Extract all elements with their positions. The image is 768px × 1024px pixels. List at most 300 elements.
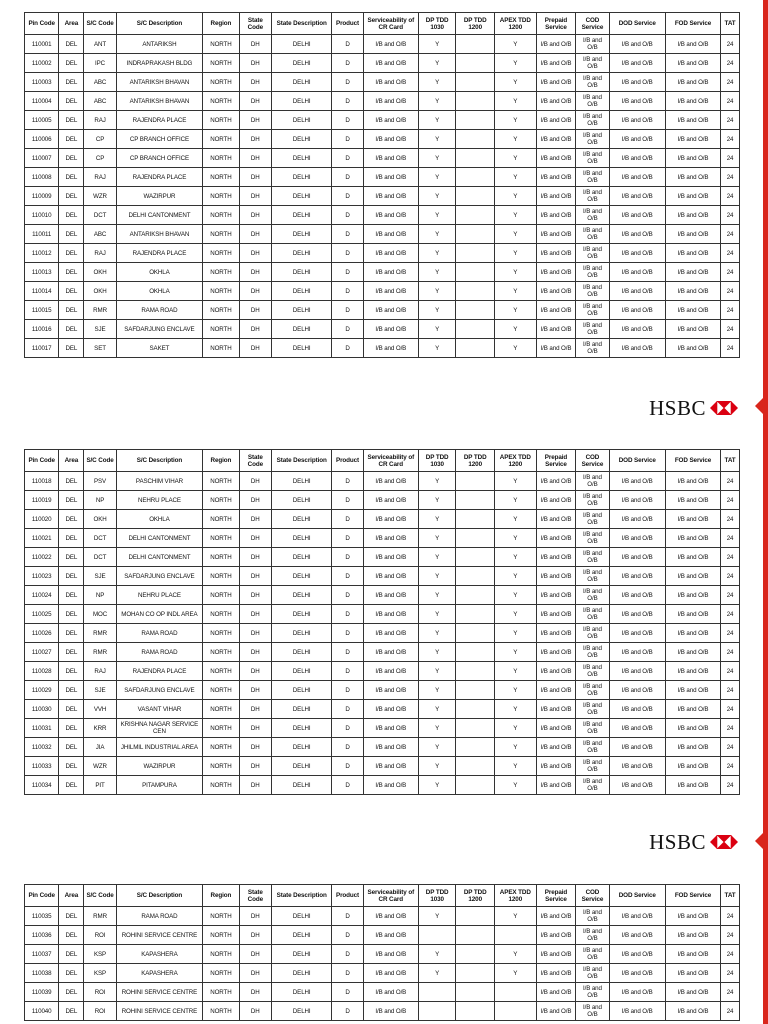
table-cell: I/B and O/B bbox=[576, 510, 609, 529]
table-cell: DEL bbox=[59, 624, 84, 643]
table-cell: I/B and O/B bbox=[536, 738, 576, 757]
table-cell: Y bbox=[418, 643, 456, 662]
table-cell: DEL bbox=[59, 491, 84, 510]
table-cell: DEL bbox=[59, 92, 84, 111]
table-cell bbox=[456, 130, 495, 149]
table-cell: MOHAN CO OP INDL AREA bbox=[116, 605, 203, 624]
table-cell: OKHLA bbox=[116, 263, 203, 282]
table-cell: DH bbox=[239, 54, 271, 73]
table-cell: D bbox=[332, 907, 363, 926]
table-cell: I/B and O/B bbox=[609, 92, 665, 111]
table-cell: D bbox=[332, 54, 363, 73]
table-cell: DELHI bbox=[271, 206, 331, 225]
table-cell: 110011 bbox=[25, 225, 59, 244]
table-cell: NORTH bbox=[203, 662, 239, 681]
table-cell: DEL bbox=[59, 263, 84, 282]
table-cell: DELHI bbox=[271, 964, 331, 983]
table-cell: I/B and O/B bbox=[576, 92, 609, 111]
table-cell: DEL bbox=[59, 244, 84, 263]
table-cell: RAJ bbox=[84, 662, 116, 681]
table-cell: DH bbox=[239, 738, 271, 757]
table-cell: NORTH bbox=[203, 926, 239, 945]
table-cell: 24 bbox=[721, 719, 740, 738]
table-cell: SAKET bbox=[116, 339, 203, 358]
table-cell: Y bbox=[418, 111, 456, 130]
table-cell: I/B and O/B bbox=[609, 907, 665, 926]
table-cell: WAZIRPUR bbox=[116, 187, 203, 206]
table-cell: NORTH bbox=[203, 738, 239, 757]
table-cell: Y bbox=[418, 206, 456, 225]
table-cell: DELHI bbox=[271, 926, 331, 945]
table-cell: I/B and O/B bbox=[363, 168, 418, 187]
table-cell: 110014 bbox=[25, 282, 59, 301]
table-cell: Y bbox=[418, 548, 456, 567]
table-cell: 110030 bbox=[25, 700, 59, 719]
table-cell: DELHI bbox=[271, 472, 331, 491]
table-cell bbox=[494, 1002, 536, 1021]
table-cell bbox=[456, 282, 495, 301]
table-cell: Y bbox=[418, 586, 456, 605]
table-cell: 24 bbox=[721, 586, 740, 605]
table-cell: Y bbox=[418, 263, 456, 282]
table-cell: NORTH bbox=[203, 907, 239, 926]
table-cell: Y bbox=[494, 320, 536, 339]
table-cell: Y bbox=[494, 111, 536, 130]
table-row bbox=[25, 964, 740, 983]
column-header: DP TDD 1030 bbox=[418, 13, 456, 35]
table-cell: I/B and O/B bbox=[609, 54, 665, 73]
table-row bbox=[25, 586, 740, 605]
table-cell: Y bbox=[494, 757, 536, 776]
column-header: Product bbox=[332, 450, 363, 472]
table-cell: Y bbox=[418, 35, 456, 54]
table-cell: D bbox=[332, 320, 363, 339]
table-cell: I/B and O/B bbox=[609, 757, 665, 776]
table-cell: I/B and O/B bbox=[536, 225, 576, 244]
table-cell: NORTH bbox=[203, 73, 239, 92]
table-cell: Y bbox=[494, 719, 536, 738]
column-header: TAT bbox=[721, 885, 740, 907]
table-cell: DH bbox=[239, 700, 271, 719]
table-cell bbox=[456, 624, 495, 643]
table-cell bbox=[456, 605, 495, 624]
table-cell: DEL bbox=[59, 776, 84, 795]
table-cell: I/B and O/B bbox=[576, 586, 609, 605]
table-cell: NORTH bbox=[203, 491, 239, 510]
table-cell: CP BRANCH OFFICE bbox=[116, 149, 203, 168]
table-cell: D bbox=[332, 662, 363, 681]
table-cell: I/B and O/B bbox=[536, 681, 576, 700]
table-cell: NORTH bbox=[203, 206, 239, 225]
table-cell: NORTH bbox=[203, 149, 239, 168]
table-cell: D bbox=[332, 529, 363, 548]
table-cell: I/B and O/B bbox=[576, 206, 609, 225]
table-cell: I/B and O/B bbox=[609, 472, 665, 491]
table-cell: I/B and O/B bbox=[576, 225, 609, 244]
service-table bbox=[24, 884, 740, 1021]
table-cell: DH bbox=[239, 776, 271, 795]
table-cell: 110029 bbox=[25, 681, 59, 700]
table-row bbox=[25, 719, 740, 738]
column-header: Pin Code bbox=[25, 885, 59, 907]
column-header: Serviceability of CR Card bbox=[363, 885, 418, 907]
table-cell: NORTH bbox=[203, 776, 239, 795]
column-header: Serviceability of CR Card bbox=[363, 13, 418, 35]
table-header-row bbox=[25, 13, 740, 35]
table-cell: Y bbox=[494, 586, 536, 605]
column-header: Product bbox=[332, 885, 363, 907]
table-cell: DEL bbox=[59, 339, 84, 358]
table-cell: Y bbox=[418, 964, 456, 983]
table-row bbox=[25, 945, 740, 964]
table-cell: 110001 bbox=[25, 35, 59, 54]
table-cell: DH bbox=[239, 206, 271, 225]
table-cell: KSP bbox=[84, 945, 116, 964]
table-cell: I/B and O/B bbox=[363, 983, 418, 1002]
table-cell: I/B and O/B bbox=[576, 187, 609, 206]
table-cell: I/B and O/B bbox=[363, 35, 418, 54]
table-cell: Y bbox=[418, 907, 456, 926]
table-cell: Y bbox=[418, 719, 456, 738]
table-cell: Y bbox=[418, 776, 456, 795]
table-cell: ABC bbox=[84, 73, 116, 92]
page-edge-notch bbox=[755, 832, 764, 850]
column-header: Serviceability of CR Card bbox=[363, 450, 418, 472]
table-cell bbox=[456, 681, 495, 700]
table-cell: 110007 bbox=[25, 149, 59, 168]
table-cell: I/B and O/B bbox=[576, 263, 609, 282]
table-cell: PIT bbox=[84, 776, 116, 795]
table-cell: DH bbox=[239, 983, 271, 1002]
table-cell bbox=[456, 339, 495, 358]
column-header: Area bbox=[59, 450, 84, 472]
table-cell: 110012 bbox=[25, 244, 59, 263]
table-cell: I/B and O/B bbox=[609, 187, 665, 206]
table-row bbox=[25, 73, 740, 92]
table-cell: 24 bbox=[721, 282, 740, 301]
table-cell: I/B and O/B bbox=[536, 1002, 576, 1021]
table-cell bbox=[456, 54, 495, 73]
table-cell: Y bbox=[494, 567, 536, 586]
table-cell: I/B and O/B bbox=[576, 605, 609, 624]
table-cell: Y bbox=[418, 624, 456, 643]
table-cell: I/B and O/B bbox=[363, 244, 418, 263]
table-cell: IPC bbox=[84, 54, 116, 73]
table-cell: DELHI bbox=[271, 510, 331, 529]
table-cell: I/B and O/B bbox=[609, 225, 665, 244]
table-cell: NORTH bbox=[203, 282, 239, 301]
hsbc-logo bbox=[642, 396, 738, 420]
table-cell: DEL bbox=[59, 130, 84, 149]
table-cell: I/B and O/B bbox=[609, 964, 665, 983]
column-header: Prepaid Service bbox=[536, 13, 576, 35]
table-cell: Y bbox=[494, 263, 536, 282]
table-cell: I/B and O/B bbox=[363, 206, 418, 225]
table-cell: Y bbox=[418, 529, 456, 548]
table-cell: I/B and O/B bbox=[609, 282, 665, 301]
table-cell: DH bbox=[239, 926, 271, 945]
table-cell bbox=[494, 926, 536, 945]
table-cell: DEL bbox=[59, 225, 84, 244]
table-cell: DEL bbox=[59, 757, 84, 776]
hsbc-hexagon-icon bbox=[710, 401, 738, 415]
table-cell: DELHI bbox=[271, 111, 331, 130]
table-cell: 110038 bbox=[25, 964, 59, 983]
table-cell: I/B and O/B bbox=[536, 168, 576, 187]
table-cell: DEL bbox=[59, 510, 84, 529]
column-header: DOD Service bbox=[609, 885, 665, 907]
table-cell bbox=[456, 263, 495, 282]
table-cell: DELHI bbox=[271, 282, 331, 301]
table-cell: DELHI bbox=[271, 301, 331, 320]
table-cell: I/B and O/B bbox=[576, 662, 609, 681]
table-cell: Y bbox=[494, 339, 536, 358]
table-cell: I/B and O/B bbox=[576, 130, 609, 149]
table-cell: NORTH bbox=[203, 130, 239, 149]
table-row bbox=[25, 301, 740, 320]
table-cell: Y bbox=[494, 187, 536, 206]
table-cell: DH bbox=[239, 681, 271, 700]
table-cell: I/B and O/B bbox=[536, 624, 576, 643]
table-cell: I/B and O/B bbox=[665, 624, 720, 643]
table-cell: I/B and O/B bbox=[363, 529, 418, 548]
table-cell: NORTH bbox=[203, 92, 239, 111]
table-cell: I/B and O/B bbox=[536, 964, 576, 983]
table-cell: NORTH bbox=[203, 964, 239, 983]
column-header: Prepaid Service bbox=[536, 885, 576, 907]
table-cell: I/B and O/B bbox=[609, 206, 665, 225]
table-cell: ROHINI SERVICE CENTRE bbox=[116, 1002, 203, 1021]
table-row bbox=[25, 926, 740, 945]
table-cell: 110020 bbox=[25, 510, 59, 529]
table-cell: I/B and O/B bbox=[665, 225, 720, 244]
table-cell: D bbox=[332, 206, 363, 225]
table-cell: Y bbox=[418, 320, 456, 339]
table-cell: Y bbox=[494, 244, 536, 263]
table-cell: Y bbox=[418, 510, 456, 529]
table-cell: Y bbox=[494, 54, 536, 73]
table-cell: I/B and O/B bbox=[665, 907, 720, 926]
table-cell: Y bbox=[418, 605, 456, 624]
table-cell: CP bbox=[84, 149, 116, 168]
column-header: APEX TDD 1200 bbox=[494, 885, 536, 907]
table-cell: I/B and O/B bbox=[576, 529, 609, 548]
table-body bbox=[25, 907, 740, 1021]
table-cell: DH bbox=[239, 339, 271, 358]
table-cell: NORTH bbox=[203, 586, 239, 605]
table-cell: Y bbox=[494, 776, 536, 795]
table-cell: 24 bbox=[721, 757, 740, 776]
table-cell: I/B and O/B bbox=[363, 225, 418, 244]
table-cell: 24 bbox=[721, 605, 740, 624]
table-cell: NORTH bbox=[203, 339, 239, 358]
table-cell: 110023 bbox=[25, 567, 59, 586]
table-cell: DH bbox=[239, 35, 271, 54]
table-cell: DELHI bbox=[271, 225, 331, 244]
table-cell: 110032 bbox=[25, 738, 59, 757]
table-cell: I/B and O/B bbox=[665, 92, 720, 111]
table-cell: NORTH bbox=[203, 643, 239, 662]
table-cell: 24 bbox=[721, 700, 740, 719]
table-cell: D bbox=[332, 92, 363, 111]
table-cell bbox=[456, 472, 495, 491]
table-cell: I/B and O/B bbox=[363, 282, 418, 301]
table-row bbox=[25, 491, 740, 510]
table-cell: I/B and O/B bbox=[363, 263, 418, 282]
table-cell: D bbox=[332, 111, 363, 130]
table-cell: I/B and O/B bbox=[665, 548, 720, 567]
table-cell: I/B and O/B bbox=[609, 339, 665, 358]
table-cell: D bbox=[332, 643, 363, 662]
hsbc-logo bbox=[642, 830, 738, 854]
table-cell: I/B and O/B bbox=[363, 605, 418, 624]
table-cell: 110005 bbox=[25, 111, 59, 130]
table-cell: I/B and O/B bbox=[576, 339, 609, 358]
table-cell: D bbox=[332, 149, 363, 168]
table-cell: I/B and O/B bbox=[576, 907, 609, 926]
table-cell: I/B and O/B bbox=[576, 301, 609, 320]
table-cell: 24 bbox=[721, 54, 740, 73]
table-cell: NORTH bbox=[203, 320, 239, 339]
table-row bbox=[25, 225, 740, 244]
column-header: S/C Code bbox=[84, 450, 116, 472]
table-cell: 24 bbox=[721, 111, 740, 130]
table-cell: DH bbox=[239, 130, 271, 149]
table-cell: I/B and O/B bbox=[536, 301, 576, 320]
table-cell: D bbox=[332, 681, 363, 700]
table-cell: I/B and O/B bbox=[536, 926, 576, 945]
table-cell: RAMA ROAD bbox=[116, 301, 203, 320]
table-cell: NORTH bbox=[203, 187, 239, 206]
table-cell: I/B and O/B bbox=[363, 907, 418, 926]
table-cell: RMR bbox=[84, 643, 116, 662]
table-cell: DEL bbox=[59, 643, 84, 662]
table-cell: NORTH bbox=[203, 605, 239, 624]
table-cell: DELHI bbox=[271, 187, 331, 206]
table-cell: 24 bbox=[721, 510, 740, 529]
table-cell: I/B and O/B bbox=[363, 510, 418, 529]
table-cell: DEL bbox=[59, 681, 84, 700]
table-cell: DH bbox=[239, 605, 271, 624]
table-cell: I/B and O/B bbox=[665, 643, 720, 662]
table-cell: RAJ bbox=[84, 244, 116, 263]
table-cell: I/B and O/B bbox=[665, 719, 720, 738]
table-cell: I/B and O/B bbox=[665, 54, 720, 73]
table-cell: RAJENDRA PLACE bbox=[116, 168, 203, 187]
table-cell: I/B and O/B bbox=[665, 983, 720, 1002]
table-cell: I/B and O/B bbox=[363, 926, 418, 945]
table-cell: I/B and O/B bbox=[363, 776, 418, 795]
table-cell: I/B and O/B bbox=[665, 700, 720, 719]
table-cell: Y bbox=[494, 149, 536, 168]
table-cell bbox=[456, 983, 495, 1002]
table-cell: I/B and O/B bbox=[536, 907, 576, 926]
table-cell: I/B and O/B bbox=[576, 964, 609, 983]
table-row bbox=[25, 983, 740, 1002]
table-cell: 110024 bbox=[25, 586, 59, 605]
table-cell: D bbox=[332, 472, 363, 491]
table-cell: D bbox=[332, 510, 363, 529]
table-cell: I/B and O/B bbox=[665, 244, 720, 263]
table-cell: I/B and O/B bbox=[576, 700, 609, 719]
table-cell: RAJENDRA PLACE bbox=[116, 244, 203, 263]
table-cell bbox=[418, 1002, 456, 1021]
table-cell: I/B and O/B bbox=[609, 681, 665, 700]
table-cell: DCT bbox=[84, 529, 116, 548]
table-cell: I/B and O/B bbox=[609, 738, 665, 757]
table-cell: D bbox=[332, 983, 363, 1002]
table-cell: NORTH bbox=[203, 1002, 239, 1021]
table-cell: WZR bbox=[84, 757, 116, 776]
table-cell: DH bbox=[239, 263, 271, 282]
table-cell: NORTH bbox=[203, 529, 239, 548]
table-cell: DELHI bbox=[271, 738, 331, 757]
table-cell: DELHI bbox=[271, 491, 331, 510]
table-cell: 24 bbox=[721, 472, 740, 491]
table-cell: MOC bbox=[84, 605, 116, 624]
table-cell: DELHI CANTONMENT bbox=[116, 529, 203, 548]
table-cell: RAJENDRA PLACE bbox=[116, 111, 203, 130]
table-cell: I/B and O/B bbox=[576, 282, 609, 301]
column-header: Pin Code bbox=[25, 13, 59, 35]
column-header: S/C Code bbox=[84, 885, 116, 907]
table-cell: I/B and O/B bbox=[576, 320, 609, 339]
table-cell bbox=[456, 206, 495, 225]
table-cell bbox=[456, 964, 495, 983]
table-cell: I/B and O/B bbox=[576, 35, 609, 54]
table-cell: Y bbox=[418, 700, 456, 719]
table-row bbox=[25, 206, 740, 225]
table-cell: I/B and O/B bbox=[609, 529, 665, 548]
table-cell: I/B and O/B bbox=[536, 548, 576, 567]
table-cell: D bbox=[332, 605, 363, 624]
table-cell: I/B and O/B bbox=[536, 719, 576, 738]
table-row bbox=[25, 149, 740, 168]
table-header-row bbox=[25, 885, 740, 907]
table-cell: I/B and O/B bbox=[665, 491, 720, 510]
table-cell bbox=[456, 567, 495, 586]
table-cell bbox=[456, 548, 495, 567]
service-table bbox=[24, 12, 740, 358]
table-cell: Y bbox=[494, 206, 536, 225]
table-cell: DH bbox=[239, 168, 271, 187]
table-cell: Y bbox=[494, 624, 536, 643]
table-cell: I/B and O/B bbox=[363, 54, 418, 73]
table-cell: D bbox=[332, 757, 363, 776]
table-cell: Y bbox=[494, 92, 536, 111]
table-cell: Y bbox=[418, 757, 456, 776]
table-cell: DEL bbox=[59, 1002, 84, 1021]
table-cell: SAFDARJUNG ENCLAVE bbox=[116, 681, 203, 700]
table-cell: 24 bbox=[721, 168, 740, 187]
table-cell: SAFDARJUNG ENCLAVE bbox=[116, 320, 203, 339]
table-cell: I/B and O/B bbox=[609, 1002, 665, 1021]
table-row bbox=[25, 624, 740, 643]
table-cell: I/B and O/B bbox=[536, 244, 576, 263]
table-cell: DELHI bbox=[271, 263, 331, 282]
table-cell: ROI bbox=[84, 926, 116, 945]
table-cell: DEL bbox=[59, 907, 84, 926]
table-header-row bbox=[25, 450, 740, 472]
table-cell: ROI bbox=[84, 1002, 116, 1021]
table-cell: Y bbox=[418, 738, 456, 757]
table-cell: Y bbox=[494, 945, 536, 964]
table-cell: NORTH bbox=[203, 263, 239, 282]
table-cell: Y bbox=[494, 643, 536, 662]
table-cell: DELHI bbox=[271, 605, 331, 624]
table-cell: I/B and O/B bbox=[665, 73, 720, 92]
table-cell: I/B and O/B bbox=[363, 92, 418, 111]
